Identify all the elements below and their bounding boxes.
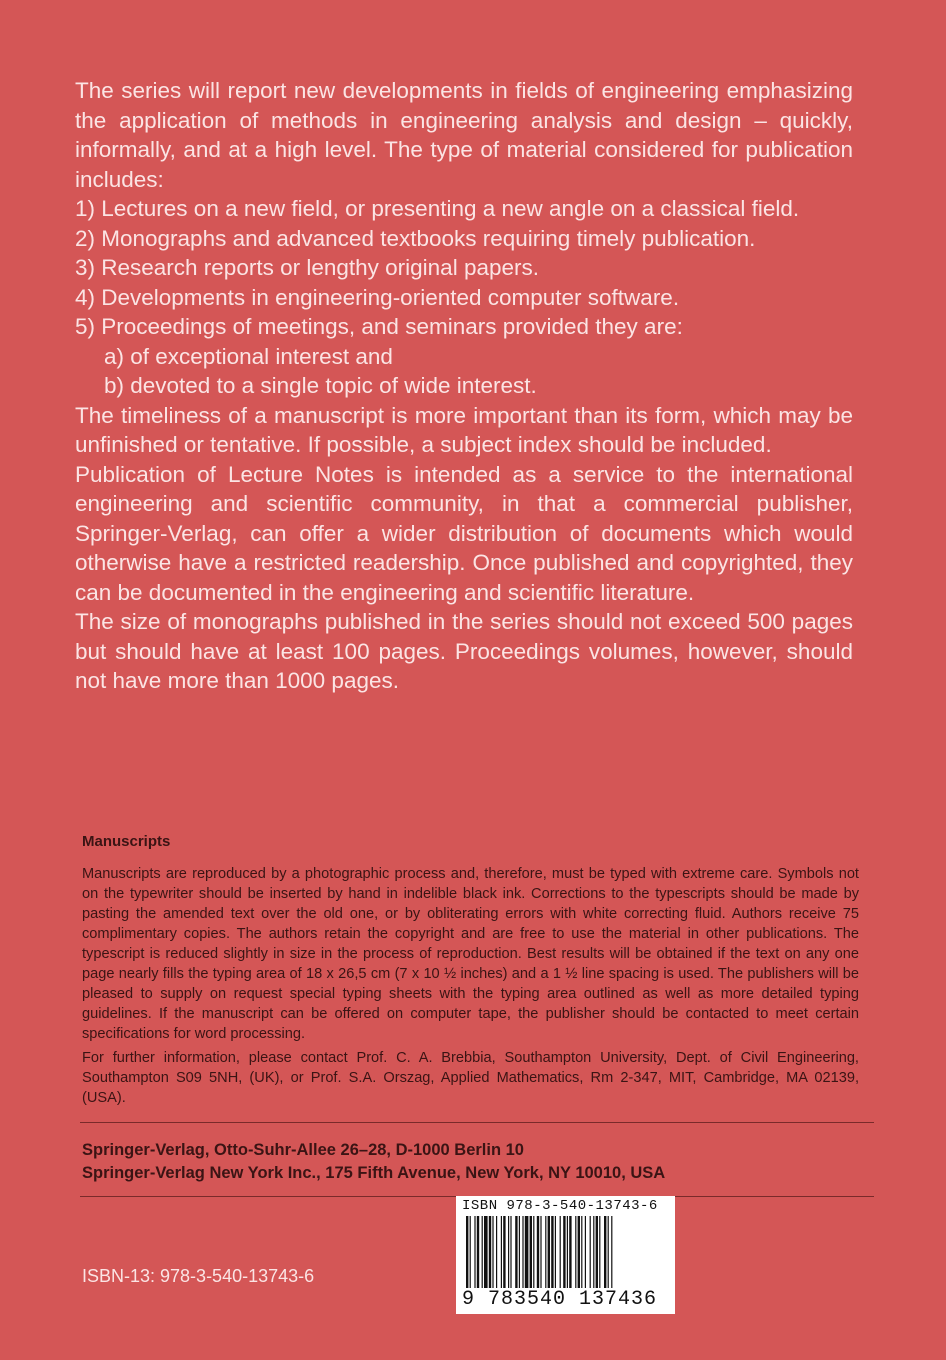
barcode-bar	[492, 1216, 493, 1288]
barcode-bar	[508, 1216, 509, 1288]
barcode-bar	[482, 1216, 483, 1288]
timeliness-paragraph: The timeliness of a manuscript is more important than its form, which may be unfinished or tentative. If possible, a subject index should be included.	[75, 402, 853, 457]
barcode-bar	[537, 1216, 539, 1288]
manuscripts-body: Manuscripts are reproduced by a photographic process and, therefore, must be typed with extreme care. Symbols not on the typewriter should be inserted by hand in indelible black ink. Corrections to the typescripts should be made by pasting the amended text over the old one, or by obliterating errors with white correcting fluid. Authors receive 75 complimentary copies. The authors retain the copyright and are free to use the material in other publications. The typescript is reduced slightly in size in the process of reproduction. Best results will be obtained if the text on any one page nearly fills the typing area of 18 x 26,5 cm (7 x 10 ½ inches) and a 1 ½ line spacing is used. The publishers will be pleased to supply on request special typing sheets with the typing area outlined as well as more detailed typing guidelines. If the manuscript can be offered on computer tape, the publisher should be contacted to meet certain specifications for word processing.	[82, 866, 859, 1042]
barcode-bar	[530, 1216, 532, 1288]
contact-paragraph: For further information, please contact Prof. C. A. Brebbia, Southampton University, Dept. of Civil Engineering, Southampton S09 5NH, (UK), or Prof. S.A. Orszag, Applied Mathematics, Rm 2-347, MIT, Cambridge, MA 02139, (USA).	[82, 1050, 859, 1106]
barcode-bar	[503, 1216, 505, 1288]
barcode-bar	[604, 1216, 606, 1288]
address-new-york: Springer-Verlag New York Inc., 175 Fifth Avenue, New York, NY 10010, USA	[82, 1164, 666, 1182]
barcode	[456, 1196, 675, 1314]
barcode-bar	[501, 1216, 502, 1288]
barcode-bar	[563, 1216, 565, 1288]
publisher-addresses	[82, 1139, 665, 1185]
barcode-bar	[548, 1216, 550, 1288]
manuscripts-heading: Manuscripts	[82, 833, 171, 850]
list-item: 2) Monographs and advanced textbooks requiring timely publication.	[75, 225, 756, 251]
size-paragraph: The size of monographs published in the series should not exceed 500 pages but should have at least 100 pages. Proceedings volumes, however, should not have more than 1000 pages.	[75, 609, 853, 693]
barcode-bar	[611, 1216, 612, 1288]
divider	[80, 1122, 874, 1123]
list-item: 1) Lectures on a new field, or presenting a new angle on a classical field.	[75, 196, 800, 221]
series-description	[75, 76, 853, 696]
barcode-bar	[515, 1216, 517, 1288]
barcode-bars-icon	[466, 1216, 666, 1288]
barcode-bar	[470, 1216, 471, 1288]
list-item: 5) Proceedings of meetings, and seminars provided they are:	[75, 314, 683, 339]
sub-list-item: a) of exceptional interest and	[104, 343, 393, 369]
barcode-bar	[477, 1216, 479, 1288]
barcode-bar	[569, 1216, 571, 1288]
barcode-bar	[567, 1216, 568, 1288]
list-item: 3) Research reports or lengthy original papers.	[75, 255, 539, 280]
barcode-bar	[466, 1216, 468, 1288]
barcode-bar	[555, 1216, 556, 1288]
barcode-digits: 9 783540 137436	[462, 1288, 658, 1311]
manuscripts-section	[82, 832, 859, 1112]
sub-list-item: b) devoted to a single topic of wide interest.	[104, 373, 537, 398]
barcode-bar	[540, 1216, 541, 1288]
barcode-bar	[551, 1216, 553, 1288]
barcode-bar	[608, 1216, 609, 1288]
barcode-bar	[496, 1216, 497, 1288]
barcode-bar	[484, 1216, 488, 1288]
barcode-bar	[578, 1216, 580, 1288]
list-item: 4) Developments in engineering-oriented computer software.	[75, 284, 680, 310]
series-lead-paragraph: The series will report new developments in fields of engineering emphasizing the application of methods in engineering analysis and design – quickly, informally, and at a high level. The type of material considered for publication includes:	[75, 78, 853, 192]
barcode-bar	[525, 1216, 529, 1288]
barcode-bar	[590, 1216, 591, 1288]
barcode-bar	[599, 1216, 600, 1288]
barcode-bar	[510, 1216, 511, 1288]
barcode-bar	[545, 1216, 546, 1288]
isbn13-label: ISBN-13: 978-3-540-13743-6	[82, 1266, 315, 1286]
barcode-bar	[581, 1216, 582, 1288]
barcode-bar	[533, 1216, 534, 1288]
address-berlin: Springer-Verlag, Otto-Suhr-Allee 26–28, D-1000 Berlin 10	[82, 1141, 524, 1159]
barcode-bar	[560, 1216, 561, 1288]
barcode-bar	[593, 1216, 594, 1288]
barcode-bar	[474, 1216, 475, 1288]
publication-paragraph: Publication of Lecture Notes is intended as a service to the international engineering and scientific community, in that a commercial publisher, Springer-Verlag, can offer a wider distribution of documents which would otherwise have a restricted readership. Once published and copyrighted, they can be documented in the engineering and scientific literature.	[75, 461, 853, 605]
barcode-bar	[489, 1216, 491, 1288]
barcode-bar	[575, 1216, 576, 1288]
barcode-bar	[522, 1216, 523, 1288]
barcode-bar	[585, 1216, 586, 1288]
barcode-bar	[596, 1216, 598, 1288]
barcode-isbn-text: ISBN 978-3-540-13743-6	[462, 1198, 658, 1214]
barcode-bar	[519, 1216, 520, 1288]
